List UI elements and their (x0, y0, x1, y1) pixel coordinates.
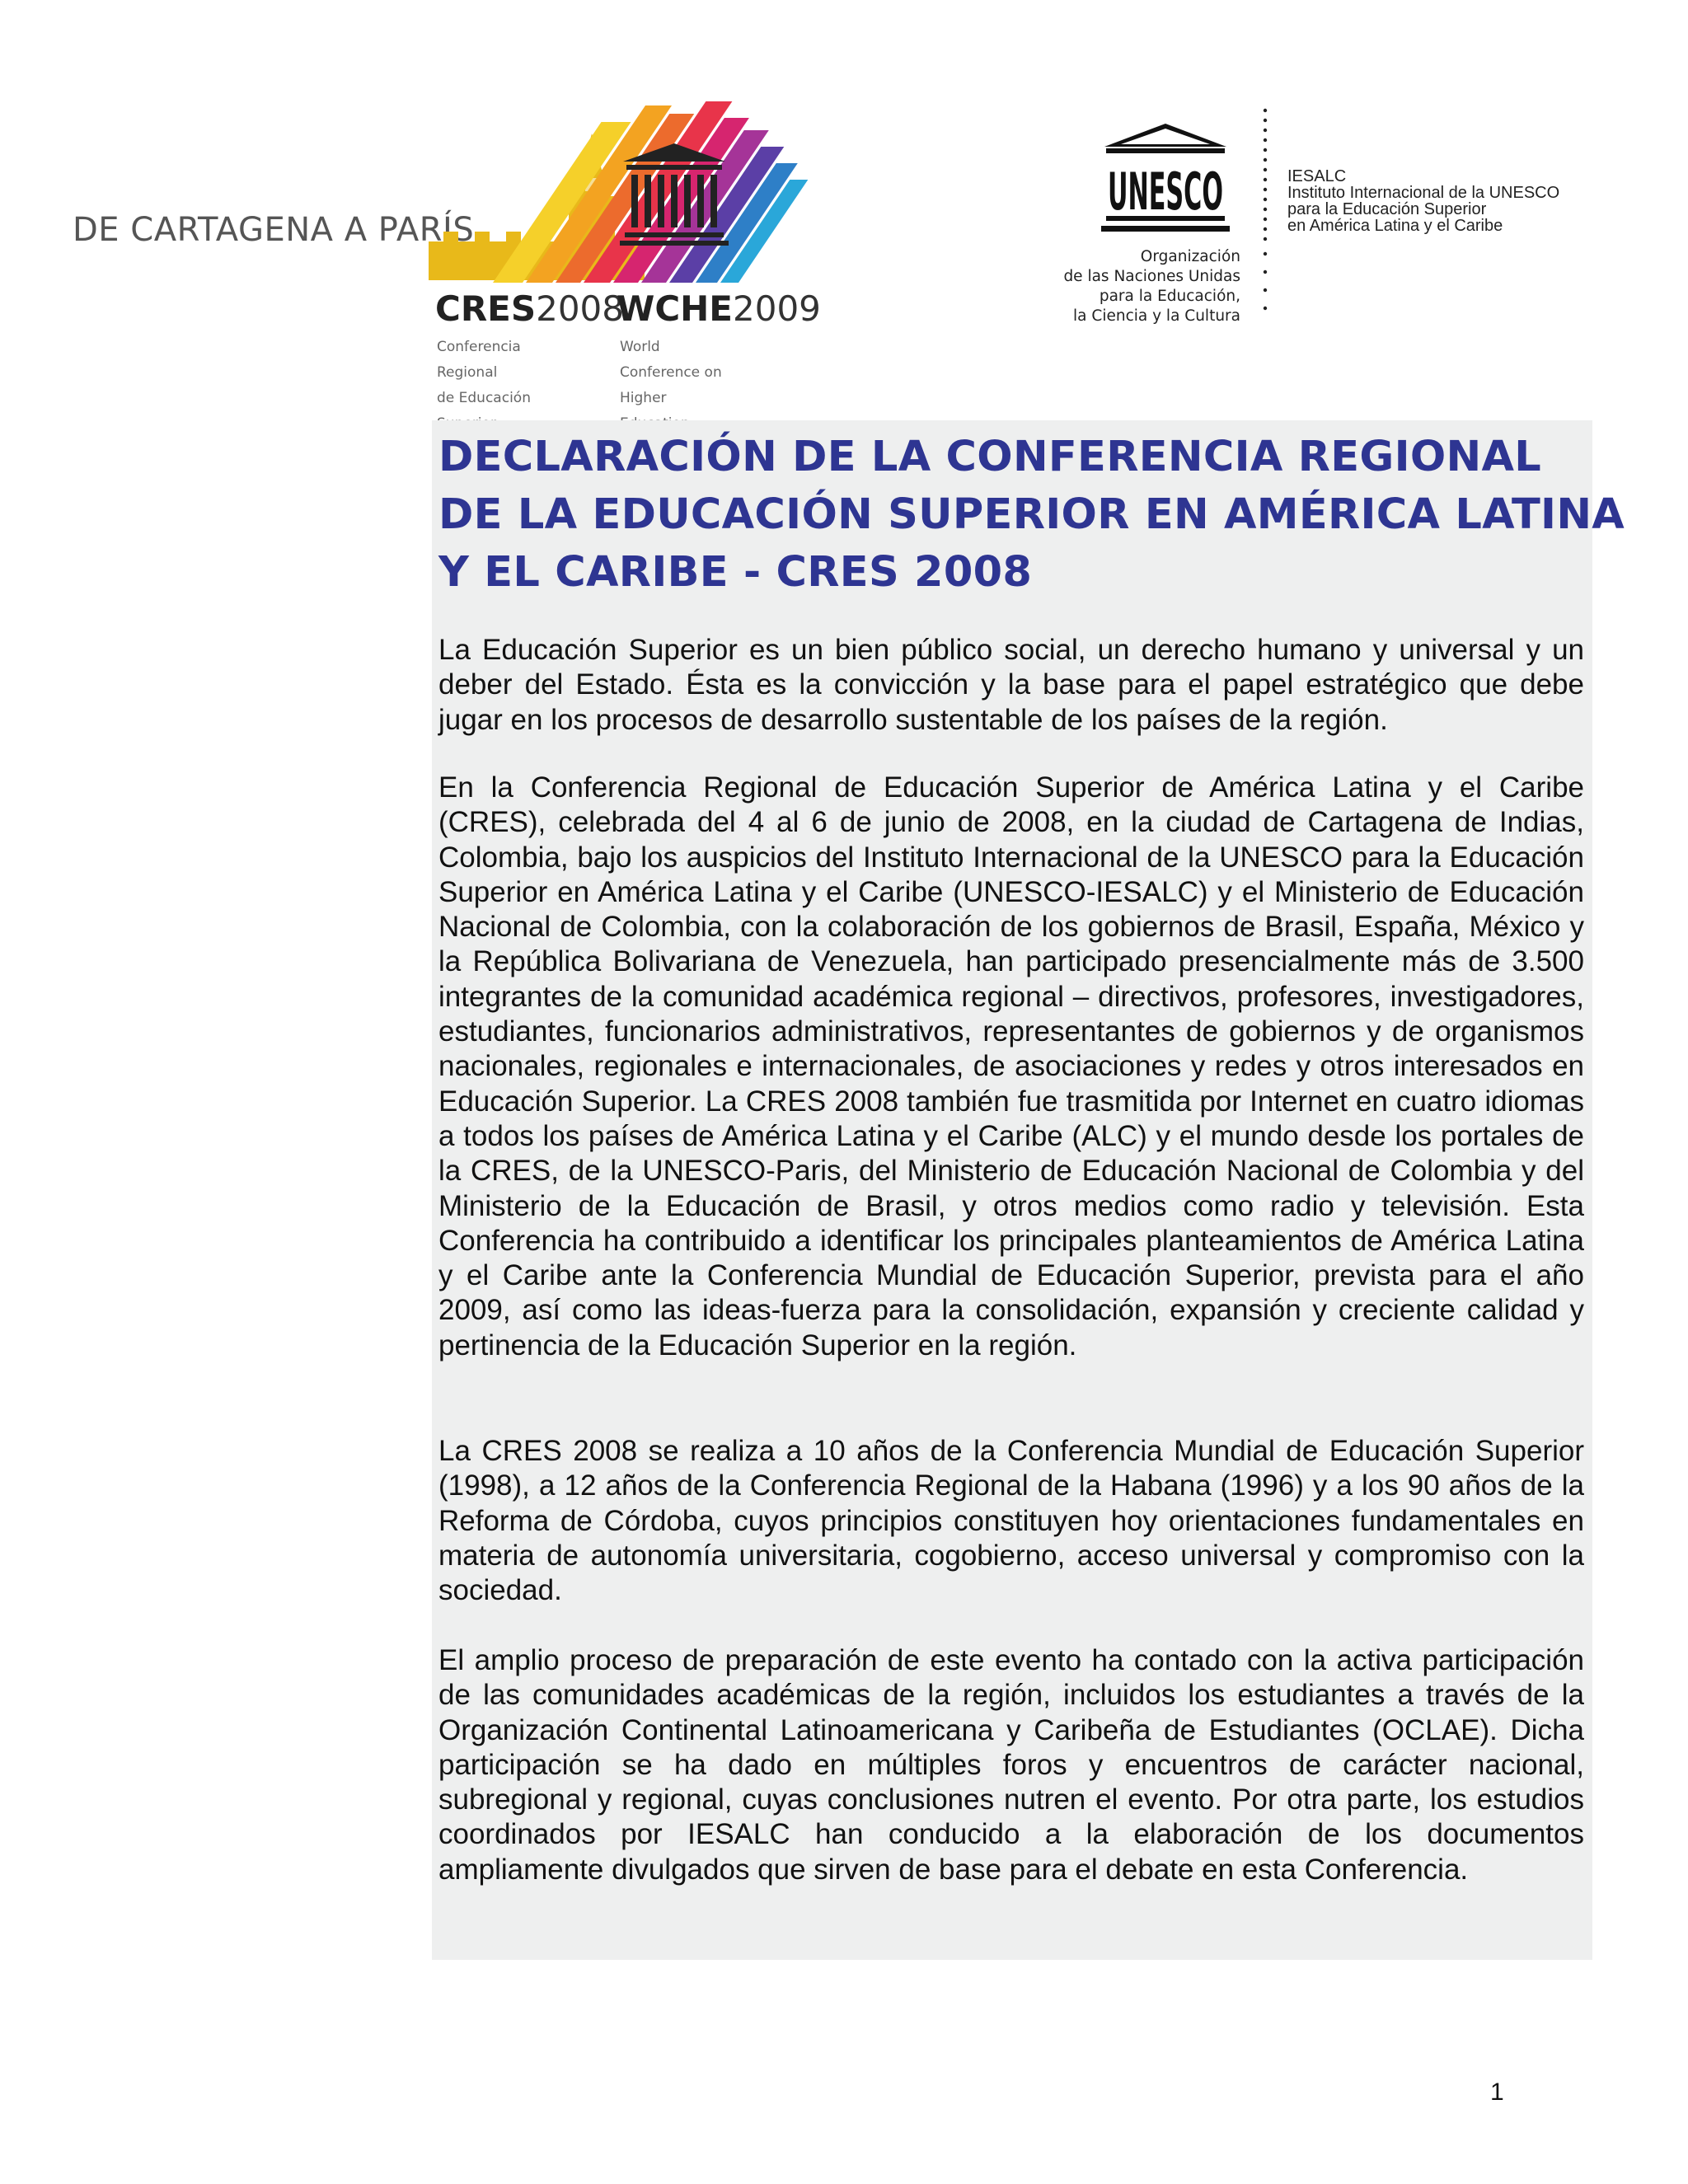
unesco-org-line: de las Naciones Unidas (1063, 268, 1240, 285)
wche-subtitle-line: Higher (620, 390, 667, 406)
unesco-organization-name (1047, 247, 1240, 326)
paragraph: La CRES 2008 se realiza a 10 años de la Conferencia Mundial de Educación Superior (1998), a 12 años de la Conferencia Regional de la Habana (1996) y a los 90 años de la Reforma de Córdoba, cuyos principios constituyen hoy orientaciones fundamentales en materia de autonomía universitaria, cogobierno, acceso universal y compromiso con la sociedad. (438, 1435, 1584, 1607)
title-line: Y EL CARIBE - CRES 2008 (438, 548, 1033, 597)
declaration-content (432, 420, 1625, 1960)
cres-subtitle-line: de Educación (437, 390, 531, 406)
cres-subtitle-line: Conferencia (437, 339, 521, 355)
cres-subtitle-line: Regional (437, 364, 498, 381)
iesalc-line: Instituto Internacional de la UNESCO (1287, 184, 1560, 202)
iesalc-line: en América Latina y el Caribe (1287, 217, 1503, 235)
wche-subtitle-line: Conference on (620, 364, 722, 381)
wche-subtitle-line: World (620, 339, 660, 355)
paragraph: En la Conferencia Regional de Educación Superior de América Latina y el Caribe (CRES), celebrada del 4 al 6 de junio de 2008, en la ciudad de Cartagena de Indias, Colombia, bajo los auspicios del Instituto Internacional de la UNESCO para la Educación Superior en América Latina y el Caribe (UNESCO-IESALC) y el Ministerio de Educación Nacional de Colombia, con la colaboración de los gobiernos de Brasil, España, México y la República Bolivariana de Venezuela, han participado presencialmente más de 3.500 integrantes de la comunidad académica regional – directivos, profesores, investigadores, estudiantes, funcionarios administrativos, representantes de gobiernos y de organismos nacionales, regionales e internacionales, de asociaciones y redes y otros interesados en Educación Superior. La CRES 2008 también fue trasmitida por Internet en cuatro idiomas a todos los países de América Latina y el Caribe (ALC) y el mundo desde los portales de la CRES, de la UNESCO-Paris, del Ministerio de Educación Nacional de Colombia y del Ministerio de la Educación de Brasil, y otros medios como radio y televisión. Esta Conferencia ha contribuido a identificar los principales planteamientos de América Latina y el Caribe ante la Conferencia Mundial de Educación Superior, prevista para el año 2009, así como las ideas-fuerza para la consolidación, expansión y creciente calidad y pertinencia de la Educación Superior en la región. (438, 771, 1584, 1361)
paragraph: La Educación Superior es un bien público social, un derecho humano y universal y un deber del Estado. Ésta es la convicción y la base para el papel estratégico que debe jugar en los procesos de desarrollo sustentable de los países de la región. (438, 634, 1584, 736)
unesco-emblem-icon (1100, 120, 1231, 244)
unesco-org-line: Organización (1140, 248, 1240, 265)
cres-logo-graphic (429, 73, 857, 295)
title-line: DE LA EDUCACIÓN SUPERIOR EN AMÉRICA LATINA (438, 490, 1625, 539)
header-tagline: DE CARTAGENA A PARÍS (73, 211, 475, 249)
iesalc-line: para la Educación Superior (1287, 200, 1487, 218)
unesco-org-line: para la Educación, (1099, 288, 1240, 305)
paragraph: El amplio proceso de preparación de este evento ha contado con la activa participación de las comunidades académicas de la región, incluidos los estudiantes a través de la Organización Continental Latinoamericana y Caribeña de Estudiantes (OCLAE). Dicha participación se ha dado en múltiples foros y encuentros de carácter nacional, subregional y regional, cuyas conclusiones nutren el evento. Por otra parte, los estudios coordinados por IESALC han conducido a la elaboración de los documentos ampliamente divulgados que sirven de base para el debate en esta Conferencia. (438, 1644, 1584, 1886)
iesalc-line: IESALC (1287, 167, 1347, 185)
title-line: DECLARACIÓN DE LA CONFERENCIA REGIONAL (438, 433, 1542, 481)
svg-text:UNESCO: UNESCO (1108, 162, 1223, 222)
wche-wordmark: WCHE2009 (617, 288, 821, 329)
iesalc-name (1287, 168, 1559, 234)
unesco-iesalc-logo (1047, 107, 1591, 346)
dotted-divider (1261, 107, 1269, 330)
unesco-org-line: la Ciencia y la Cultura (1073, 307, 1240, 325)
page-number: 1 (1490, 2079, 1504, 2106)
document-title (438, 429, 1625, 602)
cres-wche-logo (429, 73, 857, 406)
cres-wordmark: CRES2008 (435, 288, 624, 329)
